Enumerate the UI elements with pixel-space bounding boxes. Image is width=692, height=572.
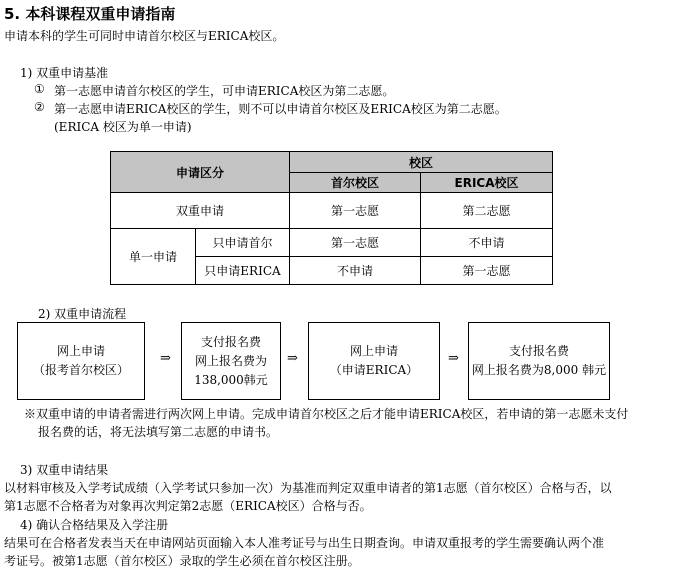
flow-step3-line2: （申请ERICA） bbox=[329, 363, 419, 377]
criteria-note: (ERICA 校区为单一申请) bbox=[54, 120, 192, 134]
flow-step4-line2: 网上报名费为8,000 韩元 bbox=[471, 363, 607, 377]
row-erica-only-erica: 第一志愿 bbox=[421, 257, 553, 285]
process-note-line2: 报名费的话，将无法填写第二志愿的申请书。 bbox=[38, 425, 279, 439]
flow-arrow-1: ⇒ bbox=[160, 351, 171, 366]
flow-arrow-3: ⇒ bbox=[448, 351, 459, 366]
flow-step1-line2: （报考首尔校区） bbox=[32, 363, 129, 377]
flow-step2-line3: 138,000韩元 bbox=[194, 372, 268, 387]
row-erica-only-seoul: 不申请 bbox=[290, 257, 421, 285]
flow-step-online-seoul bbox=[17, 322, 145, 400]
row-seoul-only-seoul: 第一志愿 bbox=[290, 229, 421, 257]
flow-step-online-erica bbox=[308, 322, 440, 400]
section-title: 5. 本科课程双重申请指南 bbox=[4, 5, 176, 23]
criteria-heading: 1) 双重申请基准 bbox=[20, 66, 109, 80]
table-header-campus: 校区 bbox=[290, 152, 553, 173]
row-seoul-only-label: 只申请首尔 bbox=[196, 229, 290, 257]
flow-step4-line1: 支付报名费 bbox=[508, 344, 569, 358]
confirm-line2: 考证号。被第1志愿（首尔校区）录取的学生必须在首尔校区注册。 bbox=[4, 554, 360, 568]
table-header-erica: ERICA校区 bbox=[421, 173, 553, 193]
process-note-line1: ※双重申请的申请者需进行两次网上申请。完成申请首尔校区之后才能申请ERICA校区，若申请的第一志愿未支付 bbox=[24, 407, 629, 421]
flow-arrow-2: ⇒ bbox=[287, 351, 298, 366]
criteria-item1-marker: ① bbox=[34, 82, 45, 96]
criteria-item1: 第一志愿申请首尔校区的学生，可申请ERICA校区为第二志愿。 bbox=[54, 84, 395, 98]
flow-step3-line1: 网上申请 bbox=[349, 344, 398, 358]
table-header-category: 申请区分 bbox=[111, 152, 290, 193]
result-line1: 以材料审核及入学考试成绩（入学考试只参加一次）为基准而判定双重申请者的第1志愿（首尔校区）合格与否，以 bbox=[4, 481, 612, 495]
flow-step1-line1: 网上申请 bbox=[56, 344, 105, 358]
row-double-erica: 第二志愿 bbox=[421, 193, 553, 229]
confirm-line1: 结果可在合格者发表当天在申请网站页面输入本人准考证号与出生日期查询。申请双重报考的学生需要确认两个准 bbox=[4, 536, 605, 550]
row-double-seoul: 第一志愿 bbox=[290, 193, 421, 229]
result-heading: 3) 双重申请结果 bbox=[20, 463, 109, 477]
confirm-heading: 4) 确认合格结果及入学注册 bbox=[20, 518, 169, 532]
row-single-label: 单一申请 bbox=[111, 229, 196, 285]
table-header-seoul: 首尔校区 bbox=[290, 173, 421, 193]
flow-step2-line2: 网上报名费为 bbox=[194, 353, 267, 368]
flow-step-payment-erica bbox=[468, 322, 610, 400]
intro-text: 申请本科的学生可同时申请首尔校区与ERICA校区。 bbox=[4, 29, 285, 43]
result-line2: 第1志愿不合格者为对象再次判定第2志愿（ERICA校区）合格与否。 bbox=[4, 499, 372, 513]
criteria-item2: 第一志愿申请ERICA校区的学生，则不可以申请首尔校区及ERICA校区为第二志愿。 bbox=[54, 102, 507, 116]
criteria-item2-marker: ② bbox=[34, 100, 45, 114]
row-double-label: 双重申请 bbox=[111, 193, 290, 229]
flow-step-payment-seoul bbox=[181, 322, 281, 400]
flow-step2-line1: 支付报名费 bbox=[200, 334, 261, 349]
row-erica-only-label: 只申请ERICA bbox=[196, 257, 290, 285]
row-seoul-only-erica: 不申请 bbox=[421, 229, 553, 257]
process-heading: 2) 双重申请流程 bbox=[38, 307, 127, 321]
application-type-table bbox=[110, 151, 553, 285]
